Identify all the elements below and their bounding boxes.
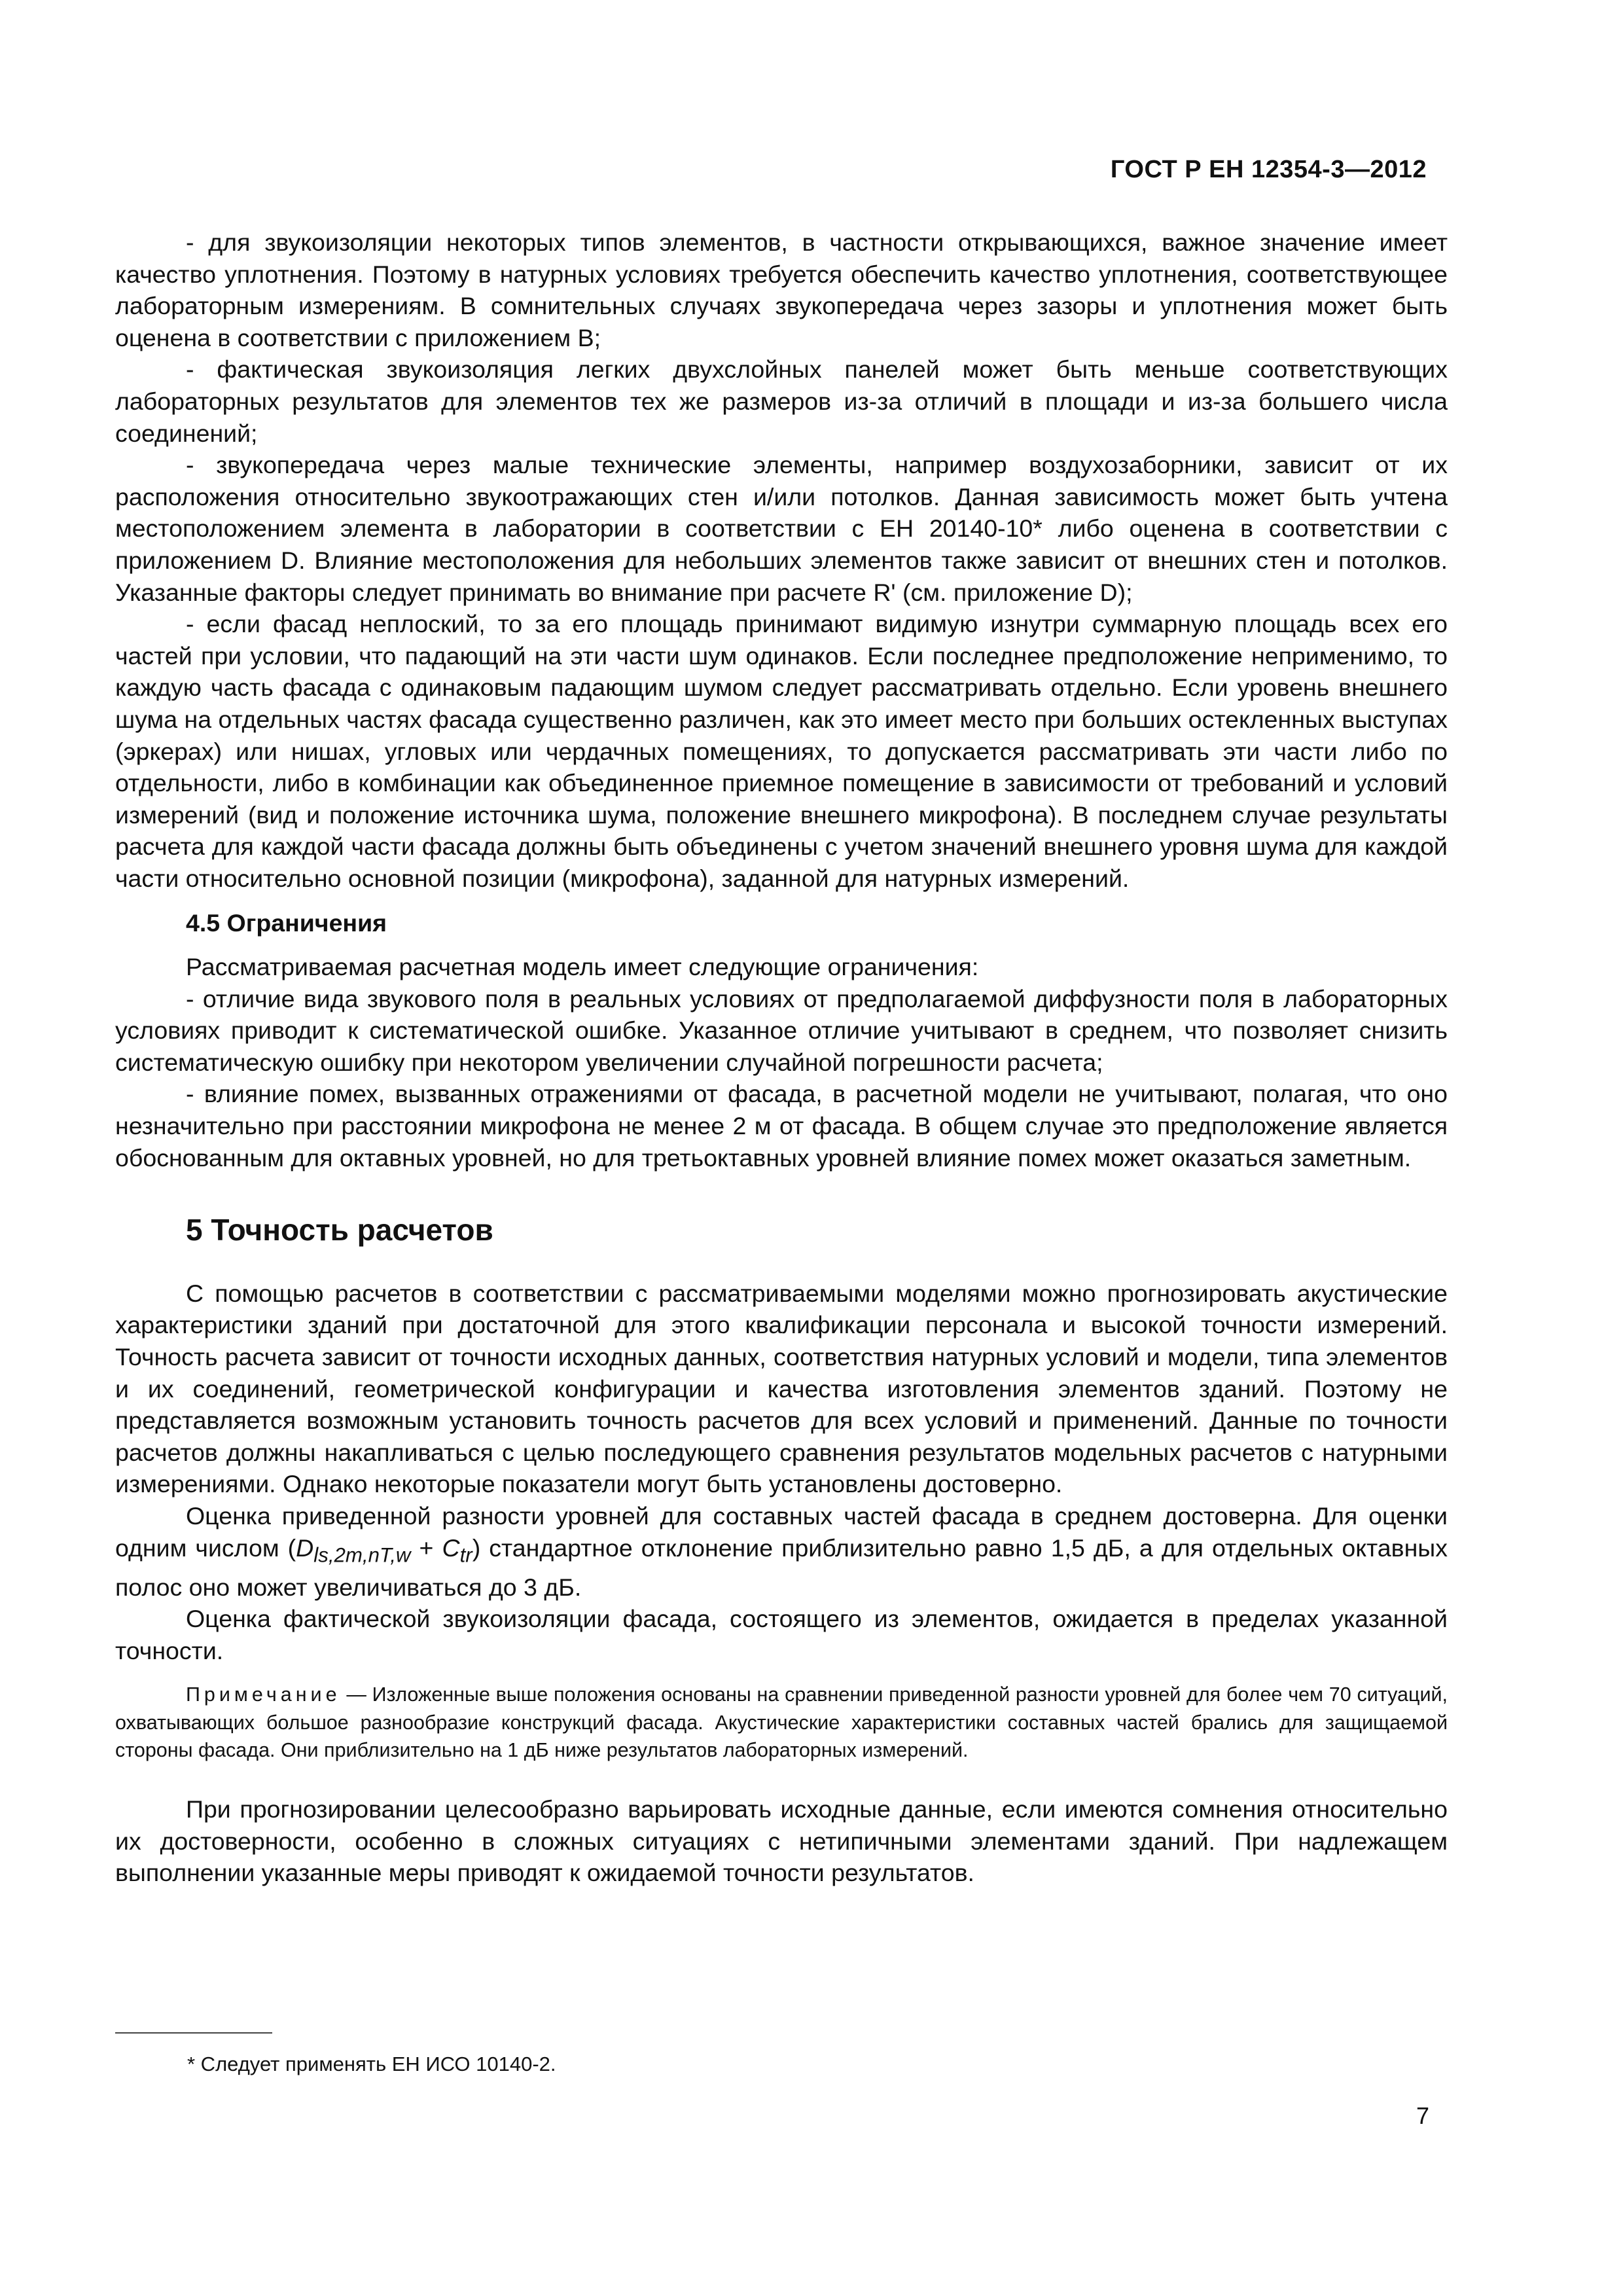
formula-plus: + <box>410 1534 442 1562</box>
paragraph: Оценка фактической звукоизоляции фасада, состоящего из элементов, ожидается в пределах указанной точности. <box>115 1605 1448 1664</box>
subsection-heading: 4.5 Ограничения <box>186 909 387 937</box>
formula-d-subscript: ls,2m,nT,w <box>313 1543 411 1567</box>
footnote: * Следует применять ЕН ИСО 10140-2. <box>187 2053 556 2075</box>
formula-d: D <box>296 1534 314 1562</box>
list-item: - отличие вида звукового поля в реальных условиях от предполагаемой диффузности поля в лабораторных условиях приводит к систематической ошибке. Указанное отличие учитывают в среднем, что позволяет снизить систематическую ошибку при некотором увеличении случайной погрешности расчета; <box>115 984 1448 1076</box>
document-code-header: ГОСТ Р ЕН 12354-3—2012 <box>1110 156 1427 183</box>
paragraph: При прогнозировании целесообразно варьировать исходные данные, если имеются сомнения относительно их достоверности, особенно в сложных ситуациях с нетипичными элементами зданий. При надлежащем выполнении указанные меры приводят к ожидаемой точности результатов. <box>115 1795 1448 1887</box>
page-body <box>115 226 1448 1889</box>
list-item: - влияние помех, вызванных отражениями от фасада, в расчетной модели не учитывают, полагая, что оно незначительно при расстоянии микрофона не менее 2 м от фасада. В общем случае это предположение является обоснованным для октавных уровней, но для третьоктавных уровней влияние помех может оказаться заметным. <box>115 1080 1448 1172</box>
footnote-divider <box>115 2032 272 2034</box>
paragraph-with-formula <box>115 1500 1448 1603</box>
paragraph: - фактическая звукоизоляция легких двухслойных панелей может быть меньше соответствующих лабораторных результатов для элементов тех же размеров из-за отличий в площади и из-за большего числа соединений; <box>115 355 1448 447</box>
paragraph: С помощью расчетов в соответствии с рассматриваемыми моделями можно прогнозировать акустические характеристики зданий при достаточной для этого квалификации персонала и высокой точности измерений. Точность расчета зависит от точности исходных данных, соответствия натурных условий и модели, типа элементов и их соединений, геометрической конфигурации и качества изготовления элементов зданий. Поэтому не представляется возможным установить точность расчетов для всех условий и применений. Данные по точности расчетов должны накапливаться с целью последующего сравнения результатов модельных расчетов с натурными измерениями. Однако некоторые показатели могут быть установлены достоверно. <box>115 1279 1448 1498</box>
paragraph-text: ) стандартное отклонение приблизительно равно 1,5 дБ, а для отдельных октавных полос оно может увеличиваться до 3 дБ. <box>115 1534 1448 1601</box>
subsection-intro: Рассматриваемая расчетная модель имеет следующие ограничения: <box>186 953 979 981</box>
section-heading: 5 Точность расчетов <box>186 1213 493 1247</box>
formula-c-subscript: tr <box>459 1543 473 1567</box>
note-text: — Изложенные выше положения основаны на сравнении приведенной разности уровней для более чем 70 ситуаций, охватывающих большое разнообразие конструкций фасада. Акустические характеристики составных частей брались для защищаемой стороны фасада. Они приблизительно на 1 дБ ниже результатов лабораторных измерений. <box>115 1683 1448 1762</box>
note <box>115 1681 1448 1765</box>
paragraph-text: Оценка приведенной разности уровней для составных частей фасада в среднем достоверна. Для оценки одним числом ( <box>115 1501 1448 1562</box>
paragraph: - для звукоизоляции некоторых типов элементов, в частности открывающихся, важное значение имеет качество уплотнения. Поэтому в натурных условиях требуется обеспечить качество уплотнения, соответствующее лабораторным измерениям. В сомнительных случаях звукопередача через зазоры и уплотнения может быть оценена в соответствии с приложением В; <box>115 228 1448 351</box>
note-label: Примечание <box>186 1683 341 1706</box>
page-number: 7 <box>1416 2102 1429 2129</box>
paragraph: - если фасад неплоский, то за его площадь принимают видимую изнутри суммарную площадь всех его частей при условии, что падающий на эти части шум одинаков. Если последнее предположение неприменимо, то каждую часть фасада с одинаковым падающим шумом следует рассматривать отдельно. Если уровень внешнего шума на отдельных частях фасада существенно различен, как это имеет место при больших остекленных выступах (эркерах) или нишах, угловых или чердачных помещениях, то допускается рассматривать эти части либо по отдельности, либо в комбинации как объединенное приемное помещение в зависимости от требований и условий измерений (вид и положение источника шума, положение внешнего микрофона). В последнем случае результаты расчета для каждой части фасада должны быть объединены с учетом значений внешнего уровня шума для каждой части относительно основной позиции (микрофона), заданной для натурных измерений. <box>115 610 1448 892</box>
formula-c: C <box>442 1534 460 1562</box>
paragraph: - звукопередача через малые технические элементы, например воздухозаборники, зависит от их расположения относительно звукоотражающих стен и/или потолков. Данная зависимость может быть учтена местоположением элемента в лаборатории в соответствии с ЕН 20140-10* либо оценена в соответствии с приложением D. Влияние местоположения для небольших элементов также зависит от внешних стен и потолков. Указанные факторы следует принимать во внимание при расчете R' (см. приложение D); <box>115 451 1448 606</box>
